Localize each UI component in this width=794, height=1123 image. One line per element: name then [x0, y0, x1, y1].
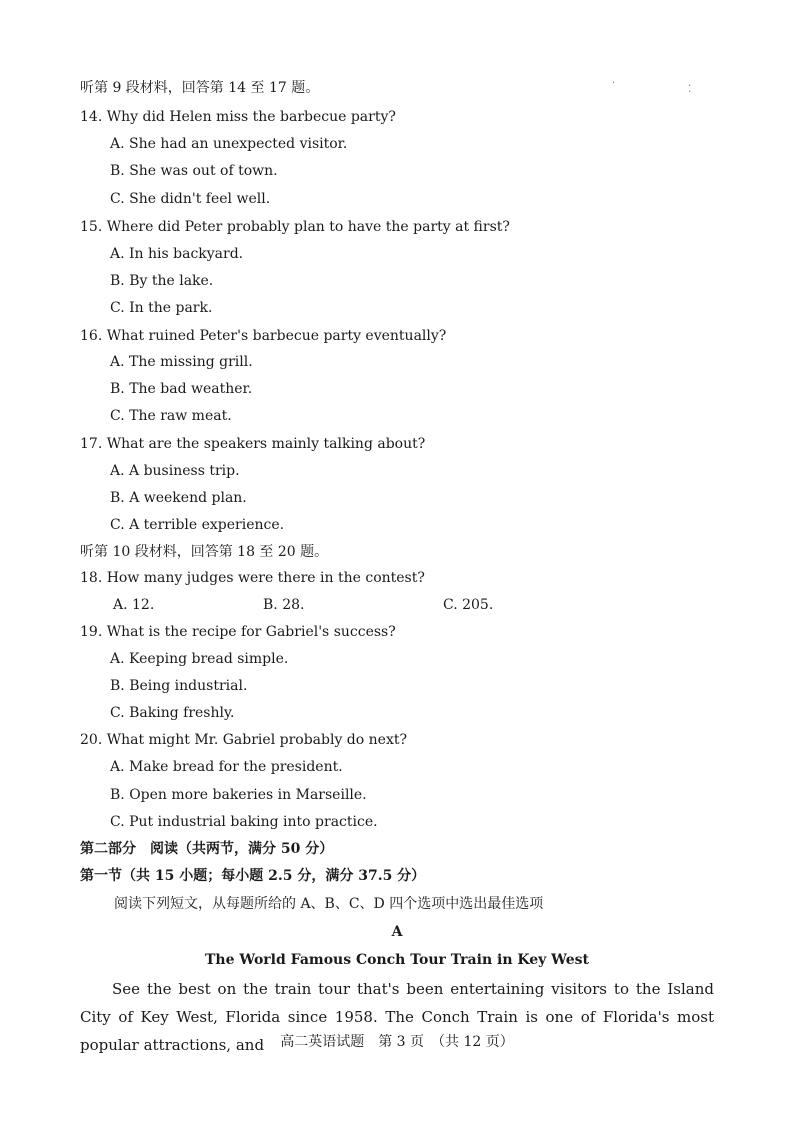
option-15c: C. In the park. [110, 300, 213, 316]
question-14: 14. Why did Helen miss the barbecue party? [80, 109, 396, 125]
option-16c: C. The raw meat. [110, 408, 232, 424]
option-20a: A. Make bread for the president. [110, 759, 343, 775]
option-17a: A. A business trip. [110, 463, 240, 479]
option-14a: A. She had an unexpected visitor. [110, 136, 348, 152]
section-one-heading: 第一节（共 15 小题；每小题 2.5 分，满分 37.5 分） [80, 868, 426, 884]
option-16a: A. The missing grill. [110, 354, 253, 370]
passage-title: The World Famous Conch Tour Train in Key West [204, 952, 589, 968]
option-14c: C. She didn't feel well. [110, 191, 271, 207]
option-15b: B. By the lake. [110, 273, 214, 289]
question-20: 20. What might Mr. Gabriel probably do next? [80, 732, 407, 748]
option-18b: B. 28. [263, 597, 305, 613]
page-footer: 高二英语试题 第 3 页 （共 12 页） [280, 1034, 514, 1050]
scan-speck: ⁚ [688, 84, 692, 95]
section-heading-9: 听第 9 段材料，回答第 14 至 17 题。 [80, 80, 320, 96]
question-18: 18. How many judges were there in the contest? [80, 570, 425, 586]
option-20b: B. Open more bakeries in Marseille. [110, 787, 367, 803]
option-19b: B. Being industrial. [110, 678, 248, 694]
option-20c: C. Put industrial baking into practice. [110, 814, 378, 830]
option-17c: C. A terrible experience. [110, 517, 285, 533]
question-17: 17. What are the speakers mainly talking about? [80, 436, 426, 452]
question-16: 16. What ruined Peter's barbecue party eventually? [80, 328, 447, 344]
option-16b: B. The bad weather. [110, 381, 253, 397]
section-heading-10: 听第 10 段材料，回答第 18 至 20 题。 [80, 544, 329, 560]
option-15a: A. In his backyard. [110, 246, 244, 262]
option-17b: B. A weekend plan. [110, 490, 247, 506]
passage-letter: A [391, 924, 403, 940]
option-14b: B. She was out of town. [110, 163, 278, 179]
question-15: 15. Where did Peter probably plan to have the party at first? [80, 219, 510, 235]
scan-speck: · [612, 78, 616, 89]
question-19: 19. What is the recipe for Gabriel's success? [80, 624, 396, 640]
part-two-heading: 第二部分 阅读（共两节，满分 50 分） [80, 841, 334, 857]
passage-paragraph: See the best on the train tour that's been entertaining visitors to the Island City of Key West, Florida since 1958. The Conch Train is one of Florida's most popular attractions, and [80, 980, 714, 1054]
option-19c: C. Baking freshly. [110, 705, 235, 721]
option-19a: A. Keeping bread simple. [110, 651, 289, 667]
option-18a: A. 12. [113, 597, 155, 613]
option-18c: C. 205. [443, 597, 494, 613]
reading-instruction: 阅读下列短文，从每题所给的 A、B、C、D 四个选项中选出最佳选项 [114, 896, 544, 912]
